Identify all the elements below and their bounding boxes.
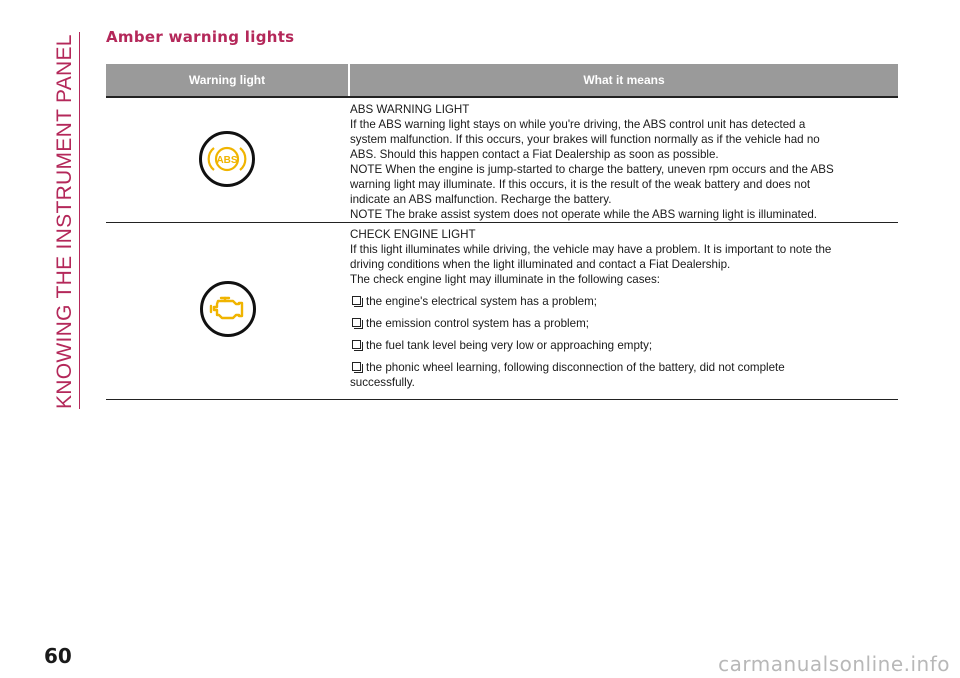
table-row	[106, 223, 898, 400]
list-item	[350, 316, 898, 331]
list-item	[350, 360, 898, 375]
list-item-text: the emission control system has a problem;	[366, 317, 589, 330]
list-item-text: the phonic wheel learning, following disconnection of the battery, did not complete	[366, 361, 785, 374]
list-item-text: the engine's electrical system has a problem;	[366, 295, 597, 308]
section-title: Amber warning lights	[106, 28, 295, 46]
text-line: The check engine light may illuminate in the following cases:	[350, 273, 660, 286]
side-section-title: KNOWING THE INSTRUMENT PANEL	[53, 34, 76, 409]
checkbox-bullet-icon	[352, 362, 361, 371]
warning-lights-table	[106, 64, 898, 400]
abs-icon-label: ABS	[216, 155, 238, 166]
list-item	[350, 338, 898, 353]
icon-cell	[106, 223, 350, 399]
watermark: carmanualsonline.info	[718, 652, 950, 676]
text-line: indicate an ABS malfunction. Recharge the battery.	[350, 193, 612, 206]
check-engine-lamp	[200, 281, 256, 337]
text-line: If the ABS warning light stays on while you're driving, the ABS control unit has detected a	[350, 118, 806, 131]
row-description	[350, 223, 898, 399]
text-line: ABS. Should this happen contact a Fiat Dealership as soon as possible.	[350, 148, 719, 161]
text-line: system malfunction. If this occurs, your brakes will function normally as if the vehicle had no	[350, 133, 820, 146]
header-what-it-means: What it means	[350, 64, 898, 96]
text-line: NOTE When the engine is jump-started to charge the battery, uneven rpm occurs and the ABS	[350, 163, 834, 176]
row-heading: CHECK ENGINE LIGHT	[350, 228, 476, 241]
checkbox-bullet-icon	[352, 296, 361, 305]
table-header	[106, 64, 898, 98]
page-number: 60	[44, 644, 72, 668]
abs-warning-lamp	[199, 131, 255, 187]
list-item	[350, 294, 898, 309]
text-line: NOTE The brake assist system does not operate while the ABS warning light is illuminated.	[350, 208, 817, 221]
row-description	[350, 98, 898, 222]
check-engine-icon	[208, 294, 248, 324]
side-divider	[79, 32, 80, 409]
icon-cell	[106, 98, 350, 222]
table-row	[106, 98, 898, 223]
row-heading: ABS WARNING LIGHT	[350, 103, 470, 116]
list-item-continuation: successfully.	[350, 376, 415, 389]
header-warning-light: Warning light	[106, 64, 348, 96]
abs-warning-icon	[207, 144, 247, 174]
text-line: If this light illuminates while driving, the vehicle may have a problem. It is important to note the	[350, 243, 832, 256]
text-line: driving conditions when the light illuminated and contact a Fiat Dealership.	[350, 258, 731, 271]
list-item-text: the fuel tank level being very low or approaching empty;	[366, 339, 653, 352]
checkbox-bullet-icon	[352, 340, 361, 349]
text-line: warning light may illuminate. If this occurs, it is the result of the weak battery and does not	[350, 178, 811, 191]
checkbox-bullet-icon	[352, 318, 361, 327]
